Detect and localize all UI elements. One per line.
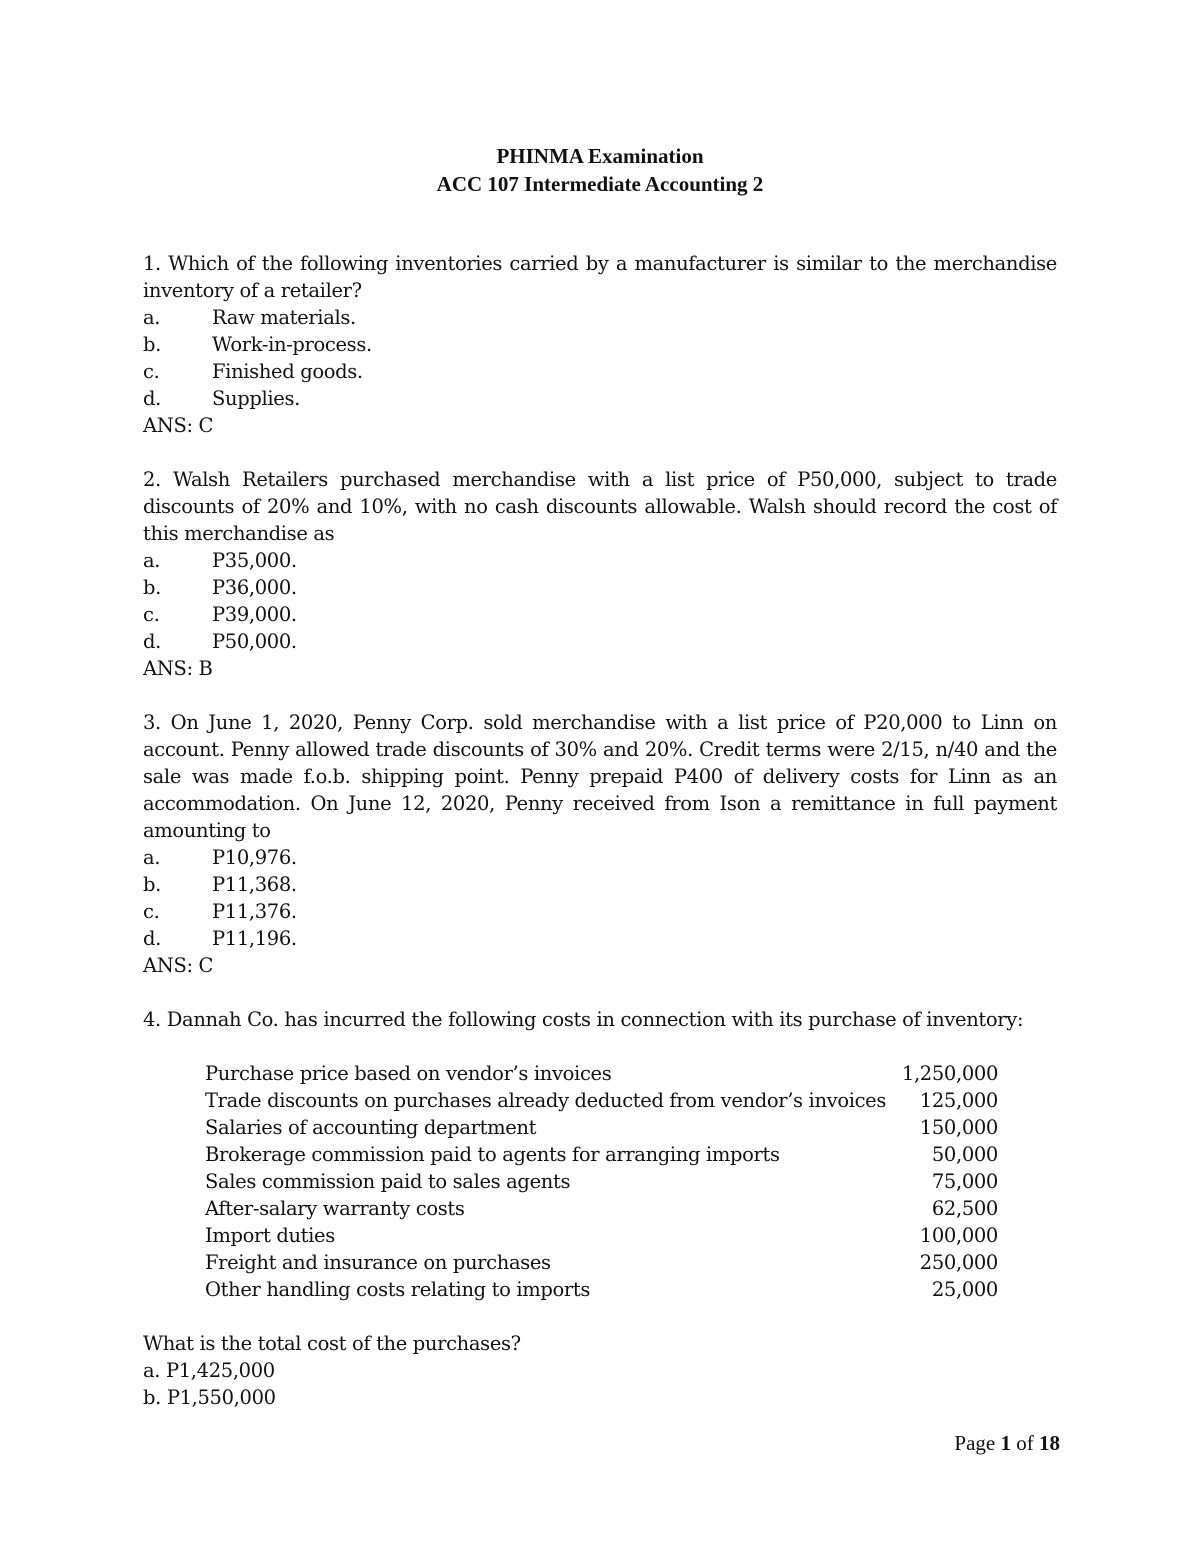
option-text: Finished goods.	[212, 360, 363, 383]
cost-amount: 250,000	[919, 1251, 998, 1274]
page-number	[954, 1431, 1060, 1456]
table-row	[205, 1141, 998, 1168]
option-text: P39,000.	[212, 603, 297, 626]
question-stem: 1. Which of the following inventories carried by a manufacturer is similar to the merchandise inventory of a retailer?	[143, 252, 1057, 302]
table-row	[205, 1087, 998, 1114]
current-page: 1	[1000, 1431, 1011, 1455]
option-letter: a.	[143, 846, 161, 869]
cost-amount: 75,000	[931, 1170, 998, 1193]
total-pages: 18	[1039, 1431, 1060, 1455]
table-row	[205, 1168, 998, 1195]
cost-label: Freight and insurance on purchases	[205, 1251, 551, 1274]
option-text: Supplies.	[212, 387, 300, 410]
cost-amount: 1,250,000	[901, 1062, 998, 1085]
question-4	[143, 1006, 1057, 1411]
option-text: P50,000.	[212, 630, 297, 653]
cost-label: Import duties	[205, 1224, 335, 1247]
option-text: P10,976.	[212, 846, 297, 869]
exam-body	[143, 250, 1057, 1411]
table-row	[205, 1276, 998, 1303]
cost-amount: 62,500	[931, 1197, 998, 1220]
question-3	[143, 709, 1057, 979]
option-letter: a.	[143, 306, 161, 329]
option	[143, 601, 1057, 628]
option	[143, 547, 1057, 574]
question-stem: 4. Dannah Co. has incurred the following costs in connection with its purchase of inventory:	[143, 1008, 1024, 1031]
option-letter: d.	[143, 387, 161, 410]
option-text: P11,196.	[212, 927, 297, 950]
answer-key: ANS: B	[143, 657, 213, 680]
question-1	[143, 250, 1057, 439]
question-stem: 3. On June 1, 2020, Penny Corp. sold merchandise with a list price of P20,000 to Linn on account. Penny allowed trade discounts of 30% and 20%. Credit terms were 2/15, n/40 and the sale was made f.o.b. shipping point. Penny prepaid P400 of delivery costs for Linn as an accommodation. On June 12, 2020, Penny received from Ison a remittance in full payment amounting to	[143, 711, 1057, 842]
table-row	[205, 1222, 998, 1249]
choice: a. P1,425,000	[143, 1359, 275, 1382]
option	[143, 304, 1057, 331]
option	[143, 628, 1057, 655]
cost-label: Trade discounts on purchases already deducted from vendor’s invoices	[205, 1089, 887, 1112]
option-letter: b.	[143, 576, 161, 599]
choice: b. P1,550,000	[143, 1386, 276, 1409]
cost-amount: 100,000	[919, 1224, 998, 1247]
exam-title: PHINMA Examination	[496, 144, 704, 168]
cost-label: Sales commission paid to sales agents	[205, 1170, 571, 1193]
option-text: P36,000.	[212, 576, 297, 599]
question-stem: 2. Walsh Retailers purchased merchandise with a list price of P50,000, subject to trade discounts of 20% and 10%, with no cash discounts allowable. Walsh should record the cost of this merchandise as	[143, 468, 1057, 545]
answer-key: ANS: C	[143, 954, 214, 977]
option	[143, 385, 1057, 412]
table-row	[205, 1114, 998, 1141]
option-letter: b.	[143, 333, 161, 356]
option	[143, 871, 1057, 898]
option-letter: c.	[143, 603, 160, 626]
course-title: ACC 107 Intermediate Accounting 2	[436, 172, 764, 196]
option-letter: a.	[143, 549, 161, 572]
option-letter: d.	[143, 630, 161, 653]
option	[143, 898, 1057, 925]
option-text: P11,376.	[212, 900, 297, 923]
page-word: Page	[954, 1431, 996, 1455]
cost-label: Brokerage commission paid to agents for arranging imports	[205, 1143, 780, 1166]
question-2	[143, 466, 1057, 682]
of-word: of	[1016, 1431, 1034, 1455]
table-row	[205, 1060, 998, 1087]
table-row	[205, 1249, 998, 1276]
option-text: Work-in-process.	[212, 333, 372, 356]
answer-key: ANS: C	[143, 414, 214, 437]
cost-amount: 125,000	[919, 1089, 998, 1112]
option-letter: c.	[143, 360, 160, 383]
cost-amount: 50,000	[931, 1143, 998, 1166]
option-letter: d.	[143, 927, 161, 950]
cost-amount: 150,000	[919, 1116, 998, 1139]
option-text: P11,368.	[212, 873, 297, 896]
option-letter: c.	[143, 900, 160, 923]
option	[143, 358, 1057, 385]
option	[143, 925, 1057, 952]
option-text: Raw materials.	[212, 306, 356, 329]
option	[143, 844, 1057, 871]
question-prompt: What is the total cost of the purchases?	[143, 1332, 521, 1355]
cost-table	[205, 1060, 998, 1303]
cost-label: Salaries of accounting department	[205, 1116, 537, 1139]
option-text: P35,000.	[212, 549, 297, 572]
table-row	[205, 1195, 998, 1222]
cost-label: Other handling costs relating to imports	[205, 1278, 591, 1301]
option	[143, 574, 1057, 601]
cost-label: Purchase price based on vendor’s invoices	[205, 1062, 612, 1085]
cost-label: After-salary warranty costs	[205, 1197, 465, 1220]
option	[143, 331, 1057, 358]
option-letter: b.	[143, 873, 161, 896]
cost-amount: 25,000	[931, 1278, 998, 1301]
